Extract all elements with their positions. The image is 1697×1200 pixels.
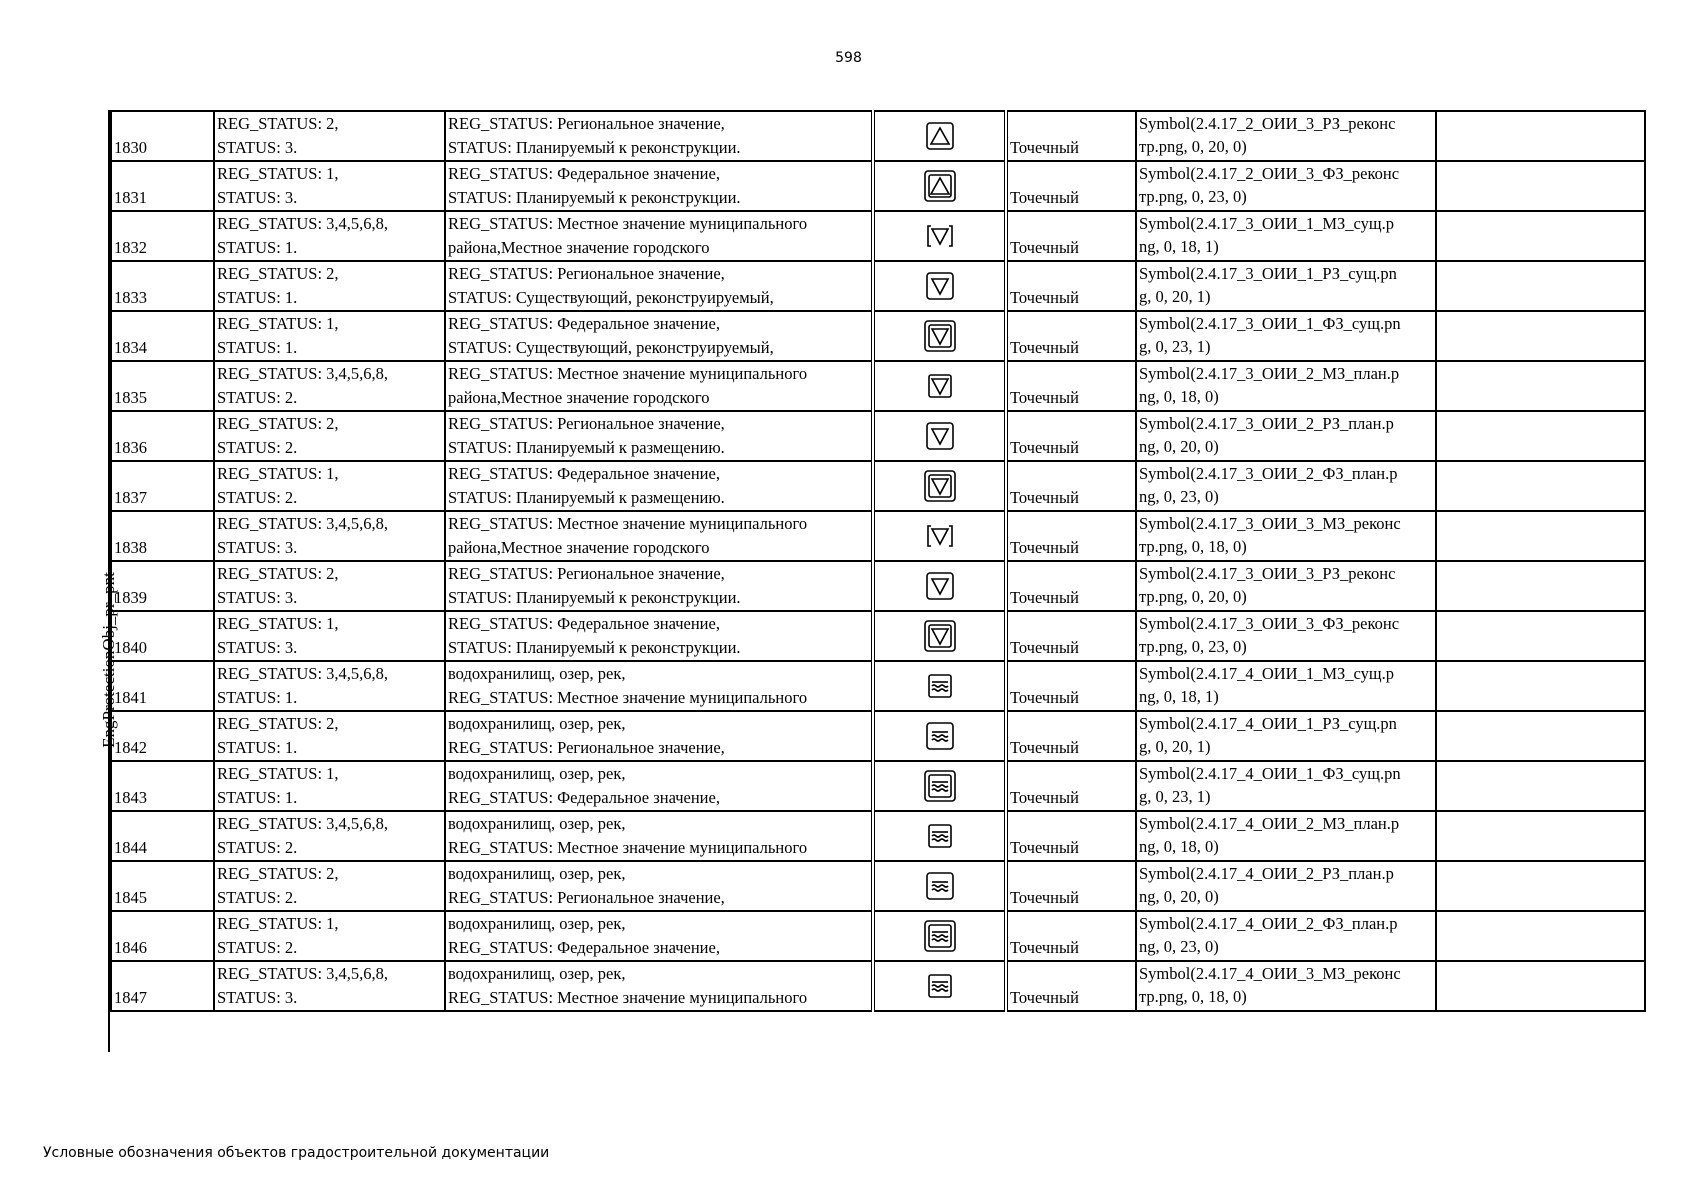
filter-line-2: STATUS: 1. <box>217 338 298 357</box>
symbol-code-line-1: Symbol(2.4.17_3_ОИИ_1_МЗ_сущ.p <box>1139 214 1394 233</box>
table-row <box>111 911 1645 961</box>
description-cell <box>445 661 873 711</box>
geometry-type-cell: Точечный <box>1006 211 1136 261</box>
symbol-code-line-2: g, 0, 23, 1) <box>1139 787 1211 806</box>
empty-cell <box>1436 561 1645 611</box>
filter-line-2: STATUS: 1. <box>217 238 298 257</box>
geometry-type-cell: Точечный <box>1006 561 1136 611</box>
empty-cell <box>1436 511 1645 561</box>
description-line-2: STATUS: Планируемый к размещению. <box>448 488 725 507</box>
filter-cell <box>214 211 445 261</box>
symbol-code-line-1: Symbol(2.4.17_4_ОИИ_1_ФЗ_сущ.pn <box>1139 764 1401 783</box>
filter-cell <box>214 711 445 761</box>
filter-line-1: REG_STATUS: 3,4,5,6,8, <box>217 814 389 833</box>
geometry-type-cell: Точечный <box>1006 261 1136 311</box>
symbol-code-cell <box>1136 661 1436 711</box>
symbol-code-cell <box>1136 411 1436 461</box>
geometry-type-cell: Точечный <box>1006 861 1136 911</box>
filter-line-2: STATUS: 2. <box>217 838 298 857</box>
filter-line-2: STATUS: 3. <box>217 988 298 1007</box>
triangle-down-single-frame-icon <box>922 268 958 304</box>
row-id: 1835 <box>111 361 214 411</box>
footer-caption: Условные обозначения объектов градостроительной документации <box>43 1145 550 1161</box>
empty-cell <box>1436 811 1645 861</box>
symbol-code-line-2: ng, 0, 23, 0) <box>1139 487 1219 506</box>
row-id: 1845 <box>111 861 214 911</box>
triangle-up-single-frame-icon <box>922 118 958 154</box>
filter-line-1: REG_STATUS: 1, <box>217 314 339 333</box>
filter-cell <box>214 811 445 861</box>
symbol-code-line-1: Symbol(2.4.17_3_ОИИ_1_ФЗ_сущ.pn <box>1139 314 1401 333</box>
water-double-frame-icon <box>922 918 958 954</box>
symbol-code-cell <box>1136 911 1436 961</box>
symbol-cell <box>873 661 1006 711</box>
symbol-cell <box>873 561 1006 611</box>
filter-line-1: REG_STATUS: 1, <box>217 764 339 783</box>
triangle-down-square-icon <box>922 368 958 404</box>
empty-cell <box>1436 661 1645 711</box>
row-id: 1840 <box>111 611 214 661</box>
description-line-1: водохранилищ, озер, рек, <box>448 864 626 883</box>
symbol-code-cell <box>1136 261 1436 311</box>
filter-cell <box>214 861 445 911</box>
filter-line-2: STATUS: 3. <box>217 588 298 607</box>
symbol-code-line-1: Symbol(2.4.17_3_ОИИ_2_МЗ_план.p <box>1139 364 1400 383</box>
description-line-1: водохранилищ, озер, рек, <box>448 764 626 783</box>
empty-cell <box>1436 361 1645 411</box>
empty-cell <box>1436 311 1645 361</box>
filter-line-2: STATUS: 3. <box>217 638 298 657</box>
symbol-code-cell <box>1136 561 1436 611</box>
symbol-code-line-2: тр.png, 0, 18, 0) <box>1139 987 1247 1006</box>
geometry-type-cell: Точечный <box>1006 411 1136 461</box>
description-line-1: водохранилищ, озер, рек, <box>448 714 626 733</box>
filter-line-1: REG_STATUS: 3,4,5,6,8, <box>217 214 389 233</box>
symbol-code-line-1: Symbol(2.4.17_3_ОИИ_3_РЗ_реконс <box>1139 564 1396 583</box>
symbol-code-cell <box>1136 461 1436 511</box>
table-row <box>111 411 1645 461</box>
symbol-code-cell <box>1136 761 1436 811</box>
triangle-down-double-frame-icon <box>922 618 958 654</box>
table-row <box>111 261 1645 311</box>
empty-cell <box>1436 161 1645 211</box>
symbol-code-cell <box>1136 111 1436 161</box>
filter-cell <box>214 961 445 1011</box>
symbol-code-cell <box>1136 161 1436 211</box>
filter-cell <box>214 511 445 561</box>
symbol-code-line-1: Symbol(2.4.17_3_ОИИ_2_РЗ_план.p <box>1139 414 1394 433</box>
filter-cell <box>214 911 445 961</box>
empty-cell <box>1436 211 1645 261</box>
table-row <box>111 561 1645 611</box>
filter-cell <box>214 361 445 411</box>
triangle-down-brackets-icon <box>922 218 958 254</box>
empty-cell <box>1436 261 1645 311</box>
symbol-cell <box>873 111 1006 161</box>
filter-cell <box>214 311 445 361</box>
filter-line-2: STATUS: 1. <box>217 288 298 307</box>
table-row <box>111 611 1645 661</box>
filter-cell <box>214 111 445 161</box>
symbol-code-line-2: ng, 0, 20, 0) <box>1139 437 1219 456</box>
description-cell <box>445 911 873 961</box>
row-id: 1833 <box>111 261 214 311</box>
description-cell <box>445 211 873 261</box>
symbol-cell <box>873 311 1006 361</box>
description-cell <box>445 961 873 1011</box>
filter-cell <box>214 761 445 811</box>
symbol-code-line-2: ng, 0, 18, 0) <box>1139 837 1219 856</box>
filter-line-2: STATUS: 1. <box>217 738 298 757</box>
row-id: 1847 <box>111 961 214 1011</box>
symbol-code-cell <box>1136 511 1436 561</box>
row-id: 1836 <box>111 411 214 461</box>
description-line-2: REG_STATUS: Региональное значение, <box>448 738 725 757</box>
description-line-1: REG_STATUS: Местное значение муниципального <box>448 514 808 533</box>
description-line-2: STATUS: Планируемый к реконструкции. <box>448 188 741 207</box>
symbol-code-line-2: ng, 0, 18, 0) <box>1139 387 1219 406</box>
description-line-2: REG_STATUS: Местное значение муниципального <box>448 838 808 857</box>
filter-line-1: REG_STATUS: 2, <box>217 114 339 133</box>
filter-line-2: STATUS: 3. <box>217 188 298 207</box>
description-line-2: STATUS: Планируемый к размещению. <box>448 438 725 457</box>
filter-line-1: REG_STATUS: 2, <box>217 564 339 583</box>
filter-line-1: REG_STATUS: 3,4,5,6,8, <box>217 364 389 383</box>
description-cell <box>445 111 873 161</box>
filter-line-2: STATUS: 3. <box>217 138 298 157</box>
symbol-code-cell <box>1136 711 1436 761</box>
filter-cell <box>214 611 445 661</box>
symbol-code-cell <box>1136 611 1436 661</box>
table-row <box>111 861 1645 911</box>
table-body <box>111 111 1645 1011</box>
triangle-down-single-frame-icon <box>922 418 958 454</box>
empty-cell <box>1436 911 1645 961</box>
description-cell <box>445 361 873 411</box>
triangle-down-brackets-icon <box>922 518 958 554</box>
description-line-1: водохранилищ, озер, рек, <box>448 914 626 933</box>
symbol-code-cell <box>1136 211 1436 261</box>
geometry-type-cell: Точечный <box>1006 661 1136 711</box>
geometry-type-cell: Точечный <box>1006 361 1136 411</box>
geometry-type-cell: Точечный <box>1006 961 1136 1011</box>
filter-line-1: REG_STATUS: 1, <box>217 464 339 483</box>
description-cell <box>445 411 873 461</box>
description-line-2: STATUS: Планируемый к реконструкции. <box>448 588 741 607</box>
description-line-2: REG_STATUS: Федеральное значение, <box>448 938 720 957</box>
description-cell <box>445 711 873 761</box>
description-cell <box>445 561 873 611</box>
filter-line-1: REG_STATUS: 1, <box>217 914 339 933</box>
geometry-type-cell: Точечный <box>1006 911 1136 961</box>
triangle-down-double-frame-icon <box>922 468 958 504</box>
row-id: 1843 <box>111 761 214 811</box>
triangle-up-double-frame-icon <box>922 168 958 204</box>
description-cell <box>445 861 873 911</box>
table-row <box>111 661 1645 711</box>
row-id: 1844 <box>111 811 214 861</box>
geometry-type-cell: Точечный <box>1006 711 1136 761</box>
description-line-2: REG_STATUS: Местное значение муниципального <box>448 688 808 707</box>
symbol-cell <box>873 161 1006 211</box>
filter-cell <box>214 161 445 211</box>
description-line-1: REG_STATUS: Местное значение муниципального <box>448 364 808 383</box>
table-row <box>111 461 1645 511</box>
page-number: 598 <box>835 50 862 66</box>
description-line-1: REG_STATUS: Федеральное значение, <box>448 614 720 633</box>
symbol-code-line-1: Symbol(2.4.17_4_ОИИ_2_РЗ_план.p <box>1139 864 1394 883</box>
water-single-frame-icon <box>922 868 958 904</box>
description-line-1: REG_STATUS: Федеральное значение, <box>448 314 720 333</box>
description-line-1: REG_STATUS: Региональное значение, <box>448 264 725 283</box>
filter-line-1: REG_STATUS: 2, <box>217 864 339 883</box>
symbol-cell <box>873 811 1006 861</box>
filter-line-1: REG_STATUS: 2, <box>217 714 339 733</box>
triangle-down-single-frame-icon <box>922 568 958 604</box>
description-line-2: района,Местное значение городского <box>448 238 710 257</box>
geometry-type-cell: Точечный <box>1006 761 1136 811</box>
filter-line-2: STATUS: 2. <box>217 938 298 957</box>
symbol-code-cell <box>1136 961 1436 1011</box>
symbol-cell <box>873 711 1006 761</box>
description-cell <box>445 261 873 311</box>
triangle-down-double-frame-icon <box>922 318 958 354</box>
symbol-code-line-2: g, 0, 20, 1) <box>1139 737 1211 756</box>
description-line-2: REG_STATUS: Местное значение муниципального <box>448 988 808 1007</box>
description-line-1: REG_STATUS: Федеральное значение, <box>448 164 720 183</box>
empty-cell <box>1436 711 1645 761</box>
table-row <box>111 711 1645 761</box>
filter-line-1: REG_STATUS: 1, <box>217 164 339 183</box>
symbol-code-line-1: Symbol(2.4.17_3_ОИИ_1_РЗ_сущ.pn <box>1139 264 1397 283</box>
description-line-1: REG_STATUS: Региональное значение, <box>448 114 725 133</box>
filter-line-1: REG_STATUS: 2, <box>217 264 339 283</box>
description-line-2: REG_STATUS: Региональное значение, <box>448 888 725 907</box>
symbol-code-line-2: тр.png, 0, 18, 0) <box>1139 537 1247 556</box>
filter-line-2: STATUS: 1. <box>217 788 298 807</box>
symbol-code-line-2: g, 0, 20, 1) <box>1139 287 1211 306</box>
symbol-code-line-1: Symbol(2.4.17_4_ОИИ_1_МЗ_сущ.p <box>1139 664 1394 683</box>
description-cell <box>445 311 873 361</box>
symbol-cell <box>873 361 1006 411</box>
symbol-cell <box>873 211 1006 261</box>
symbol-cell <box>873 911 1006 961</box>
table-row <box>111 211 1645 261</box>
description-cell <box>445 611 873 661</box>
water-square-icon <box>922 968 958 1004</box>
description-cell <box>445 161 873 211</box>
symbol-table <box>110 110 1646 1012</box>
table-row <box>111 811 1645 861</box>
symbol-code-line-2: ng, 0, 18, 1) <box>1139 687 1219 706</box>
row-id: 1830 <box>111 111 214 161</box>
empty-cell <box>1436 961 1645 1011</box>
geometry-type-cell: Точечный <box>1006 461 1136 511</box>
water-single-frame-icon <box>922 718 958 754</box>
description-line-1: водохранилищ, озер, рек, <box>448 964 626 983</box>
symbol-code-line-2: тр.png, 0, 23, 0) <box>1139 637 1247 656</box>
table-row <box>111 161 1645 211</box>
symbol-code-cell <box>1136 361 1436 411</box>
table-row <box>111 111 1645 161</box>
table-row <box>111 761 1645 811</box>
symbol-code-line-1: Symbol(2.4.17_4_ОИИ_2_МЗ_план.p <box>1139 814 1400 833</box>
symbol-code-line-1: Symbol(2.4.17_3_ОИИ_3_МЗ_реконс <box>1139 514 1401 533</box>
symbol-cell <box>873 611 1006 661</box>
symbol-code-line-1: Symbol(2.4.17_4_ОИИ_2_ФЗ_план.p <box>1139 914 1398 933</box>
geometry-type-cell: Точечный <box>1006 311 1136 361</box>
geometry-type-cell: Точечный <box>1006 611 1136 661</box>
symbol-cell <box>873 961 1006 1011</box>
symbol-code-line-2: g, 0, 23, 1) <box>1139 337 1211 356</box>
empty-cell <box>1436 611 1645 661</box>
symbol-code-line-1: Symbol(2.4.17_4_ОИИ_1_РЗ_сущ.pn <box>1139 714 1397 733</box>
description-line-1: REG_STATUS: Региональное значение, <box>448 564 725 583</box>
table-row <box>111 311 1645 361</box>
side-label-bar <box>43 110 118 1052</box>
symbol-code-line-1: Symbol(2.4.17_4_ОИИ_3_МЗ_реконс <box>1139 964 1401 983</box>
filter-cell <box>214 411 445 461</box>
row-id: 1846 <box>111 911 214 961</box>
geometry-type-cell: Точечный <box>1006 511 1136 561</box>
filter-line-1: REG_STATUS: 2, <box>217 414 339 433</box>
symbol-cell <box>873 461 1006 511</box>
water-square-icon <box>922 818 958 854</box>
row-id: 1834 <box>111 311 214 361</box>
geometry-type-cell: Точечный <box>1006 111 1136 161</box>
symbol-code-line-2: тр.png, 0, 20, 0) <box>1139 587 1247 606</box>
empty-cell <box>1436 761 1645 811</box>
filter-line-2: STATUS: 2. <box>217 438 298 457</box>
filter-line-1: REG_STATUS: 1, <box>217 614 339 633</box>
symbol-cell <box>873 861 1006 911</box>
layer-name-label: EngProtectionObj_pr_pnt <box>99 572 118 748</box>
filter-line-1: REG_STATUS: 3,4,5,6,8, <box>217 964 389 983</box>
empty-cell <box>1436 461 1645 511</box>
empty-cell <box>1436 861 1645 911</box>
table-row <box>111 361 1645 411</box>
symbol-cell <box>873 411 1006 461</box>
filter-cell <box>214 461 445 511</box>
symbol-code-cell <box>1136 811 1436 861</box>
filter-line-2: STATUS: 2. <box>217 888 298 907</box>
symbol-code-line-2: ng, 0, 18, 1) <box>1139 237 1219 256</box>
description-line-2: STATUS: Существующий, реконструируемый, <box>448 288 774 307</box>
symbol-cell <box>873 511 1006 561</box>
symbol-cell <box>873 761 1006 811</box>
description-line-1: REG_STATUS: Региональное значение, <box>448 414 725 433</box>
filter-line-2: STATUS: 1. <box>217 688 298 707</box>
empty-cell <box>1436 411 1645 461</box>
description-cell <box>445 761 873 811</box>
water-square-icon <box>922 668 958 704</box>
description-cell <box>445 811 873 861</box>
row-id: 1842 <box>111 711 214 761</box>
geometry-type-cell: Точечный <box>1006 161 1136 211</box>
symbol-code-line-2: тр.png, 0, 20, 0) <box>1139 137 1247 156</box>
table-row <box>111 511 1645 561</box>
description-line-2: района,Местное значение городского <box>448 388 710 407</box>
symbol-code-cell <box>1136 311 1436 361</box>
row-id: 1839 <box>111 561 214 611</box>
row-id: 1831 <box>111 161 214 211</box>
symbol-cell <box>873 261 1006 311</box>
description-line-1: REG_STATUS: Федеральное значение, <box>448 464 720 483</box>
row-id: 1832 <box>111 211 214 261</box>
description-cell <box>445 511 873 561</box>
filter-line-1: REG_STATUS: 3,4,5,6,8, <box>217 664 389 683</box>
description-line-1: водохранилищ, озер, рек, <box>448 664 626 683</box>
filter-cell <box>214 261 445 311</box>
symbol-code-line-1: Symbol(2.4.17_3_ОИИ_2_ФЗ_план.p <box>1139 464 1398 483</box>
symbol-code-line-2: тр.png, 0, 23, 0) <box>1139 187 1247 206</box>
geometry-type-cell: Точечный <box>1006 811 1136 861</box>
empty-cell <box>1436 111 1645 161</box>
row-id: 1837 <box>111 461 214 511</box>
description-line-2: района,Местное значение городского <box>448 538 710 557</box>
symbol-code-line-2: ng, 0, 23, 0) <box>1139 937 1219 956</box>
symbol-code-cell <box>1136 861 1436 911</box>
symbol-code-line-1: Symbol(2.4.17_3_ОИИ_3_ФЗ_реконс <box>1139 614 1400 633</box>
description-line-2: STATUS: Существующий, реконструируемый, <box>448 338 774 357</box>
table-row <box>111 961 1645 1011</box>
description-line-1: водохранилищ, озер, рек, <box>448 814 626 833</box>
description-line-1: REG_STATUS: Местное значение муниципального <box>448 214 808 233</box>
symbol-code-line-1: Symbol(2.4.17_2_ОИИ_3_ФЗ_реконс <box>1139 164 1400 183</box>
row-id: 1841 <box>111 661 214 711</box>
symbol-code-line-2: ng, 0, 20, 0) <box>1139 887 1219 906</box>
water-double-frame-icon <box>922 768 958 804</box>
description-line-2: STATUS: Планируемый к реконструкции. <box>448 138 741 157</box>
symbol-code-line-1: Symbol(2.4.17_2_ОИИ_3_РЗ_реконс <box>1139 114 1396 133</box>
filter-cell <box>214 561 445 611</box>
filter-line-2: STATUS: 3. <box>217 538 298 557</box>
filter-line-1: REG_STATUS: 3,4,5,6,8, <box>217 514 389 533</box>
filter-line-2: STATUS: 2. <box>217 488 298 507</box>
row-id: 1838 <box>111 511 214 561</box>
filter-cell <box>214 661 445 711</box>
filter-line-2: STATUS: 2. <box>217 388 298 407</box>
description-cell <box>445 461 873 511</box>
description-line-2: REG_STATUS: Федеральное значение, <box>448 788 720 807</box>
description-line-2: STATUS: Планируемый к реконструкции. <box>448 638 741 657</box>
